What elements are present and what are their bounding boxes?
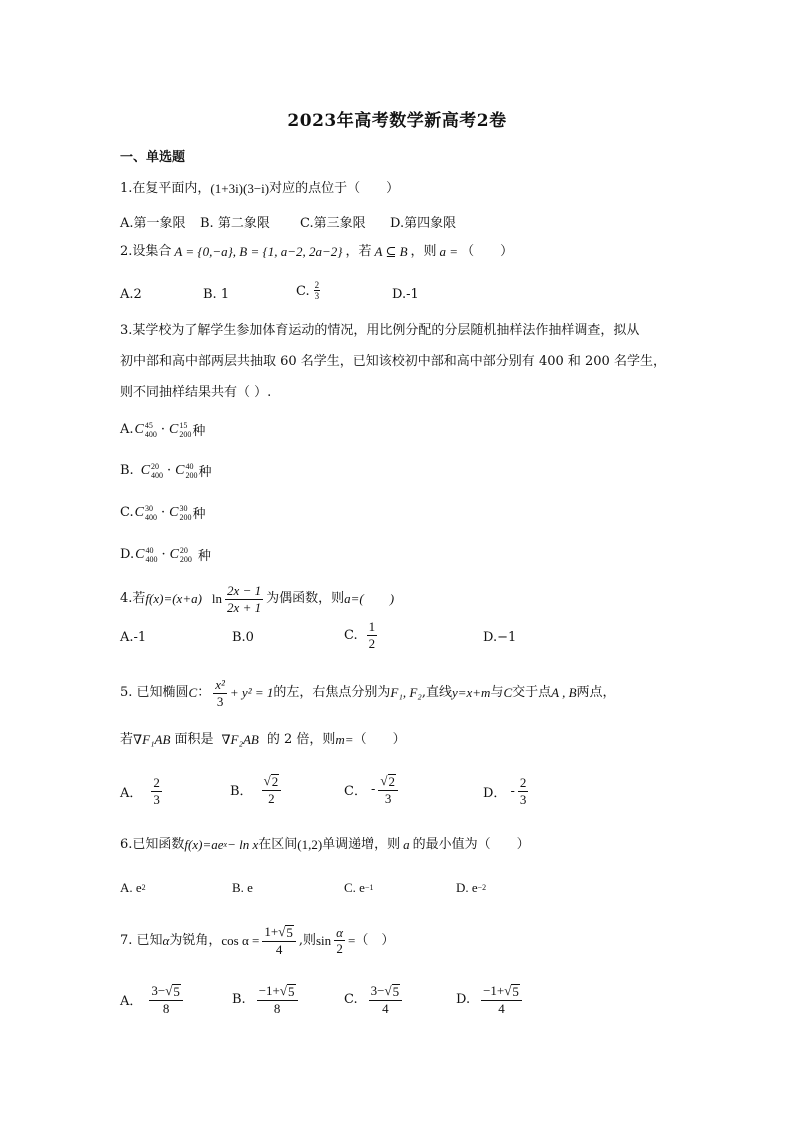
q6-variable: a bbox=[403, 837, 410, 852]
comb-sub: 200 bbox=[179, 512, 192, 522]
q7-option-d bbox=[456, 984, 525, 1016]
radicand: 2 bbox=[388, 774, 395, 789]
sqrt-icon: √ 2 bbox=[263, 773, 279, 789]
q5-line-equation: y=x+m bbox=[451, 685, 491, 701]
q2-condition: A ⊆ B bbox=[374, 244, 408, 259]
numerator-part: 1+ bbox=[264, 924, 279, 939]
q3-line-1: 3.某学校为了解学生参加体育运动的情况，用比例分配的分层随机抽样法作抽样调查，拟从 bbox=[120, 323, 640, 338]
option-base: D. e bbox=[456, 880, 478, 895]
q5-mid2: ,直线 bbox=[421, 685, 452, 701]
option-fraction bbox=[151, 776, 162, 806]
combination-2: C 15 200 bbox=[169, 420, 192, 439]
q7-prefix: 7. 已知 bbox=[120, 932, 163, 948]
option-label: D. bbox=[120, 547, 135, 562]
q6-option-d: D. e −2 bbox=[456, 880, 487, 895]
fraction-denominator: 2 bbox=[368, 635, 376, 651]
q2-option-c-label: C. bbox=[296, 283, 310, 299]
fraction-denominator: 3 bbox=[314, 291, 320, 302]
radicand: 5 bbox=[286, 925, 293, 940]
radicand: 5 bbox=[512, 984, 519, 999]
q2-suffix: （ ） bbox=[461, 244, 514, 259]
q1-option-a: A.第一象限 bbox=[120, 216, 186, 231]
q4-fraction bbox=[225, 584, 263, 614]
combination-2: C 20 200 bbox=[169, 545, 192, 564]
q3-line-3: 则不同抽样结果共有（ ）. bbox=[120, 385, 272, 400]
q7-mid: 为锐角， bbox=[169, 932, 222, 948]
q5-option-d bbox=[483, 776, 531, 806]
option-label: B． bbox=[230, 784, 253, 800]
option-sign: - bbox=[370, 782, 376, 798]
question-6: 6.已知函数 f(x)=ae x − ln x 在区间 (1,2) 单调递增，则 a 的最小值为（ ） bbox=[120, 837, 530, 852]
numerator-part: 3− bbox=[370, 983, 385, 998]
q5-foci: F₁, F₂ bbox=[390, 685, 422, 701]
option-fraction bbox=[257, 984, 298, 1016]
q7-suffix: （ ） bbox=[355, 932, 395, 948]
q3-option-d: D. C 40 400 · C 20 200 种 bbox=[120, 545, 211, 564]
option-label: B. bbox=[232, 992, 246, 1008]
q6-function-rest: − ln x bbox=[227, 837, 259, 852]
fraction-numerator: 2x − 1 bbox=[227, 583, 262, 598]
comb-sup: 15 bbox=[179, 420, 188, 430]
q4-prefix: 4.若 bbox=[120, 591, 146, 607]
q5-points: A , B bbox=[551, 685, 577, 701]
fraction-numerator: x² bbox=[215, 677, 225, 692]
comb-sub: 400 bbox=[145, 554, 158, 564]
q2-option-d: D.-1 bbox=[392, 287, 419, 302]
q5-mid4: 交于点 bbox=[512, 685, 552, 701]
q1-suffix: 对应的点位于（ ） bbox=[269, 181, 400, 196]
question-7 bbox=[120, 925, 394, 957]
option-label: B. bbox=[120, 463, 134, 478]
q2-option-c bbox=[296, 281, 324, 302]
section-heading: 一、单选题 bbox=[120, 150, 186, 165]
fraction-numerator bbox=[378, 774, 398, 791]
q3-option-c: C. C 30 400 · C 30 200 种 bbox=[120, 503, 206, 522]
q3-option-b: B. C 20 400 · C 40 200 种 bbox=[120, 461, 212, 480]
q5-option-c bbox=[344, 774, 401, 806]
fraction-numerator bbox=[149, 984, 182, 1001]
q5-mid3: 与 bbox=[490, 685, 504, 701]
combination-2: C 30 200 bbox=[169, 503, 192, 522]
option-base: B. e bbox=[232, 880, 253, 895]
fraction-denominator: 3 bbox=[216, 693, 224, 709]
fraction-numerator bbox=[369, 984, 402, 1001]
sqrt-icon: √ 5 bbox=[279, 983, 295, 999]
fraction-numerator: 1 bbox=[368, 619, 376, 634]
q5-equation-rest: + y² = 1 bbox=[229, 685, 274, 701]
q5-prefix: 5. 已知椭圆 bbox=[120, 685, 189, 701]
combination-2: C 40 200 bbox=[175, 461, 198, 480]
fraction-denominator: 2 bbox=[268, 791, 275, 807]
q5-line2-mid: 面积是 bbox=[174, 732, 214, 747]
option-fraction bbox=[481, 984, 522, 1016]
q6-mid: 在区间 bbox=[258, 837, 298, 852]
comb-sup: 20 bbox=[179, 545, 188, 555]
q6-end: 的最小值为（ ） bbox=[412, 837, 530, 852]
q5-option-a bbox=[120, 776, 165, 806]
combination-1: C 20 400 bbox=[140, 461, 164, 480]
q4-option-c-label: C. bbox=[344, 627, 358, 643]
q4-ask: a=( ) bbox=[344, 591, 395, 607]
q4-option-d: D.−1 bbox=[483, 630, 517, 645]
question-2 bbox=[120, 243, 513, 261]
sqrt-icon: √ 5 bbox=[165, 983, 180, 999]
option-base: C. e bbox=[344, 880, 365, 895]
q4-option-c-fraction bbox=[367, 620, 378, 650]
q5-fraction bbox=[213, 678, 227, 708]
q1-expr: (1+3i)(3−i) bbox=[210, 181, 270, 196]
sqrt-icon: √ 2 bbox=[380, 773, 395, 789]
numerator-part: 3− bbox=[151, 983, 166, 998]
comb-sub: 400 bbox=[144, 512, 157, 522]
q7-option-b bbox=[232, 984, 301, 1016]
fraction-numerator: 2 bbox=[153, 775, 160, 790]
option-label: A． bbox=[120, 994, 143, 1010]
fraction-numerator: 2 bbox=[519, 775, 527, 790]
fraction-denominator: 3 bbox=[153, 791, 160, 807]
fraction-numerator bbox=[262, 925, 295, 942]
comb-sub: 400 bbox=[144, 429, 157, 439]
option-sign: - bbox=[510, 783, 515, 799]
sqrt-icon: √ 5 bbox=[278, 924, 293, 940]
q1-prefix: 1.在复平面内， bbox=[120, 181, 211, 196]
sqrt-icon: √ 5 bbox=[384, 983, 400, 999]
q2-option-a: A.2 bbox=[120, 287, 142, 302]
q7-alpha: α bbox=[162, 932, 170, 948]
fraction-denominator: 8 bbox=[162, 1001, 170, 1017]
comb-sup: 20 bbox=[151, 461, 160, 471]
q7-cos-fraction bbox=[262, 925, 295, 957]
q5-colon: ： bbox=[197, 685, 211, 701]
q7-option-c bbox=[344, 984, 405, 1016]
q5-ellipse-name: C bbox=[188, 685, 198, 701]
q5-mid: 的左，右焦点分别为 bbox=[273, 685, 391, 701]
q4-suffix: 为偶函数，则 bbox=[266, 591, 345, 607]
option-unit: 种 bbox=[192, 424, 206, 439]
q4-option-a: A.-1 bbox=[120, 630, 147, 645]
q7-half-fraction bbox=[334, 926, 345, 956]
q5-triangle-1: ∇F₁AB bbox=[133, 732, 171, 747]
q2-ask: a = bbox=[439, 244, 459, 259]
comb-sup: 30 bbox=[144, 503, 153, 513]
option-label: C. bbox=[344, 992, 358, 1008]
q7-equals: = bbox=[348, 932, 356, 948]
q5-option-b bbox=[230, 774, 284, 806]
numerator-part: −1+ bbox=[258, 983, 280, 998]
option-label: A． bbox=[120, 785, 143, 801]
option-unit: 种 bbox=[198, 465, 212, 480]
radicand: 5 bbox=[392, 984, 400, 999]
question-5 bbox=[120, 678, 616, 708]
fraction-numerator: α bbox=[336, 924, 343, 940]
comb-sub: 200 bbox=[185, 470, 198, 480]
option-fraction bbox=[378, 774, 398, 806]
question-4 bbox=[120, 584, 394, 614]
q7-cos: cos α = bbox=[221, 932, 260, 948]
fraction-denominator: 2 bbox=[336, 941, 343, 957]
radicand: 5 bbox=[173, 984, 180, 999]
comb-sup: 40 bbox=[145, 545, 154, 555]
q5-line2-mid2: 的 2 倍，则 bbox=[266, 732, 336, 747]
q1-option-c: C.第三象限 bbox=[300, 216, 366, 231]
q2-prefix: 2.设集合 bbox=[120, 244, 172, 259]
radicand: 2 bbox=[271, 774, 279, 789]
q6-function: f(x)=ae bbox=[184, 837, 224, 852]
document-title: 2023年高考数学新高考2卷 bbox=[287, 111, 507, 131]
option-label: A. bbox=[120, 422, 134, 437]
q2-mid2: ，则 bbox=[410, 244, 437, 259]
q6-option-b bbox=[232, 880, 253, 896]
q4-option-b: B.0 bbox=[232, 630, 254, 645]
fraction-denominator: 4 bbox=[498, 1001, 505, 1017]
q2-option-b: B. 1 bbox=[203, 287, 230, 302]
comb-sub: 400 bbox=[151, 470, 164, 480]
q7-option-a bbox=[120, 984, 186, 1016]
fraction-denominator: 4 bbox=[275, 942, 283, 958]
q7-mid2: ,则 bbox=[298, 932, 316, 948]
option-label: D． bbox=[483, 785, 507, 801]
q5-line2-ask: m= bbox=[335, 732, 354, 747]
combination-1: C 40 400 bbox=[135, 545, 158, 564]
q6-option-a: A. e 2 bbox=[120, 880, 146, 895]
q3-line-2: 初中部和高中部两层共抽取 60 名学生，已知该校初中部和高中部分别有 400 和 200 名学生， bbox=[120, 354, 666, 369]
q1-option-b: B. 第二象限 bbox=[200, 216, 270, 231]
q2-sets: A = {0,−a}, B = {1, a−2, 2a−2} bbox=[174, 244, 343, 259]
q2-option-c-fraction bbox=[313, 281, 322, 302]
fraction-numerator: 2 bbox=[314, 280, 320, 290]
q5-line2-prefix: 若 bbox=[120, 732, 134, 747]
q5-triangle-2: ∇F₂AB bbox=[221, 732, 259, 747]
question-5-line-2 bbox=[120, 731, 406, 749]
fraction-denominator: 3 bbox=[519, 791, 527, 807]
comb-sub: 200 bbox=[179, 554, 192, 564]
fraction-numerator bbox=[262, 774, 282, 791]
option-fraction bbox=[262, 774, 282, 806]
question-1 bbox=[120, 180, 399, 198]
fraction-denominator: 3 bbox=[384, 791, 392, 807]
q5-ellipse-name-2: C bbox=[503, 685, 513, 701]
q7-sin: sin bbox=[316, 932, 332, 948]
comb-sup: 45 bbox=[144, 420, 153, 430]
q5-line2-suffix: （ ） bbox=[353, 732, 406, 747]
radicand: 5 bbox=[288, 984, 295, 999]
option-unit: 种 bbox=[192, 507, 206, 522]
option-label: C． bbox=[344, 784, 367, 800]
q3-option-a: A. C 45 400 · C 15 200 种 bbox=[120, 420, 206, 439]
q5-end: 两点， bbox=[576, 685, 616, 701]
q4-ln: ln bbox=[211, 591, 223, 607]
option-base: A. e bbox=[120, 880, 142, 895]
fraction-numerator bbox=[481, 984, 522, 1001]
option-fraction bbox=[369, 984, 402, 1016]
sqrt-icon: √ 5 bbox=[504, 983, 519, 999]
option-fraction bbox=[518, 776, 529, 806]
option-label: C. bbox=[120, 505, 134, 520]
q6-interval: (1,2) bbox=[297, 837, 323, 852]
q2-mid: ，若 bbox=[345, 244, 372, 259]
q4-option-c bbox=[344, 620, 380, 650]
option-label: D. bbox=[456, 992, 471, 1008]
q1-option-d: D.第四象限 bbox=[390, 216, 457, 231]
q6-option-c: C. e −1 bbox=[344, 880, 374, 895]
q4-function: f(x)=(x+a) bbox=[145, 591, 202, 607]
q6-suffix: 单调递增，则 bbox=[322, 837, 401, 852]
q6-prefix: 6.已知函数 bbox=[120, 837, 185, 852]
option-unit: 种 bbox=[197, 549, 211, 564]
comb-sub: 200 bbox=[179, 429, 192, 439]
fraction-denominator: 8 bbox=[273, 1001, 281, 1017]
combination-1: C 45 400 bbox=[134, 420, 157, 439]
fraction-numerator bbox=[257, 984, 298, 1001]
comb-sup: 40 bbox=[185, 461, 194, 471]
numerator-part: −1+ bbox=[483, 983, 505, 998]
combination-1: C 30 400 bbox=[134, 503, 157, 522]
fraction-denominator: 4 bbox=[382, 1001, 389, 1017]
option-fraction bbox=[149, 984, 182, 1016]
fraction-denominator: 2x + 1 bbox=[227, 599, 262, 615]
comb-sup: 30 bbox=[179, 503, 188, 513]
